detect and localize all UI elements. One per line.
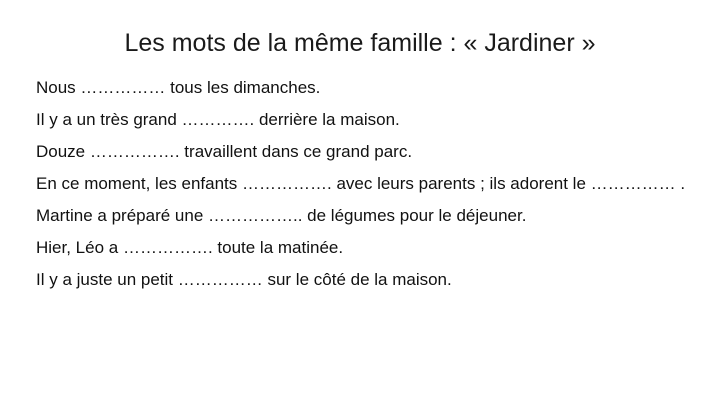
sentence-7: Il y a juste un petit …………… sur le côté de la maison. bbox=[36, 270, 452, 289]
sentence-5: Martine a préparé une …………….. de légumes pour le déjeuner. bbox=[36, 206, 527, 225]
sentence-1: Nous …………… tous les dimanches. bbox=[36, 78, 321, 97]
sentence-6: Hier, Léo a ……………. toute la matinée. bbox=[36, 238, 344, 257]
slide-title: Les mots de la même famille : « Jardiner » bbox=[124, 29, 596, 57]
sentence-list bbox=[36, 77, 686, 301]
sentence-3: Douze ……………. travaillent dans ce grand parc. bbox=[36, 142, 413, 161]
sentence-4: En ce moment, les enfants ……………. avec leurs parents ; ils adorent le …………… . bbox=[36, 174, 686, 193]
sentence-2: Il y a un très grand …………. derrière la maison. bbox=[36, 110, 400, 129]
